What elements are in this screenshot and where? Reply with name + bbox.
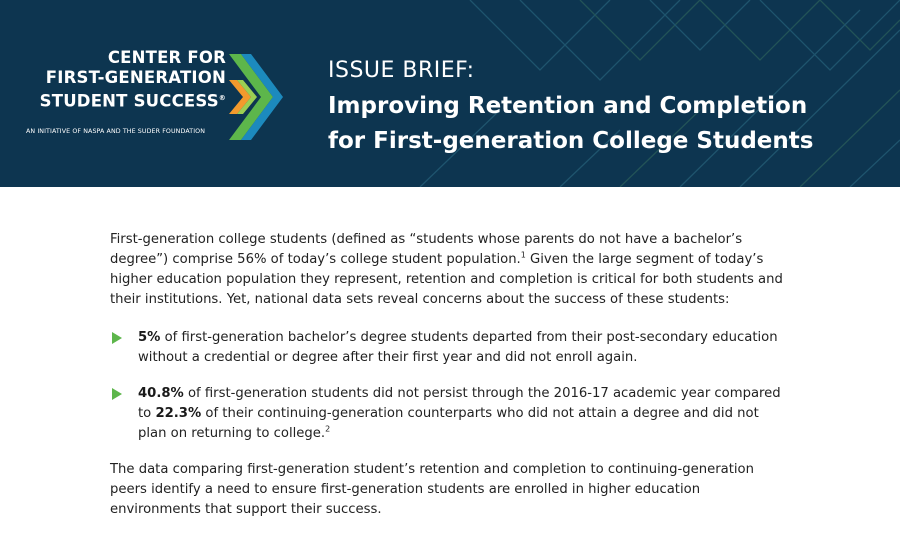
stat-text: of first-generation students did not persist through the 2016-17 academic year compared to xyxy=(138,386,781,421)
triangle-bullet-icon xyxy=(112,388,122,400)
stat-value: 5% xyxy=(138,330,161,345)
issue-brief-title xyxy=(328,89,888,159)
closing-paragraph: The data comparing first-generation student’s retention and completion to continuing-generation peers identify a need to ensure first-generation students are enrolled in higher education environments that support their success. xyxy=(110,462,754,517)
logo-subline: AN INITIATIVE OF NASPA AND THE SUDER FOUNDATION xyxy=(26,128,206,135)
title-line-1: Improving Retention and Completion xyxy=(328,93,808,119)
stat-value: 40.8% xyxy=(138,386,184,401)
stats-list xyxy=(110,328,790,444)
footnote-1: 1 xyxy=(520,250,526,260)
logo-line-1: CENTER FOR xyxy=(107,48,226,67)
title-line-2: for First-generation College Students xyxy=(328,128,814,154)
stat-text-2: of their continuing-generation counterparts who did not attain a degree and did not plan on returning to college. xyxy=(138,406,759,441)
header-banner xyxy=(0,0,900,187)
footnote-2: 2 xyxy=(325,424,331,434)
list-item xyxy=(110,328,790,368)
registered-mark: ® xyxy=(218,94,226,102)
logo-line-3: STUDENT SUCCESS® xyxy=(39,91,226,111)
brief-body xyxy=(110,230,790,520)
logo-wordmark xyxy=(26,48,226,112)
stat-value-2: 22.3% xyxy=(155,406,202,421)
stat-text: of first-generation bachelor’s degree students departed from their post-secondary education without a credential or degree after their first year and did not enroll again. xyxy=(138,330,778,365)
cfgss-logo xyxy=(26,48,286,148)
logo-line-2: FIRST-GENERATION xyxy=(45,68,226,87)
triangle-bullet-icon xyxy=(112,332,122,344)
intro-paragraph: First-generation college students (defined as “students whose parents do not have a bachelor’s degree”) comprise 56% of today’s college student population.$^1$ Given the large segment of today’s higher education population they represent, retention and completion is critical for both students and their institutions. Yet, national data sets reveal concerns about the success of these students: xyxy=(110,232,783,307)
issue-brief-label: ISSUE BRIEF: xyxy=(328,58,475,83)
list-item xyxy=(110,384,790,444)
chevron-logo-icon xyxy=(229,54,289,140)
